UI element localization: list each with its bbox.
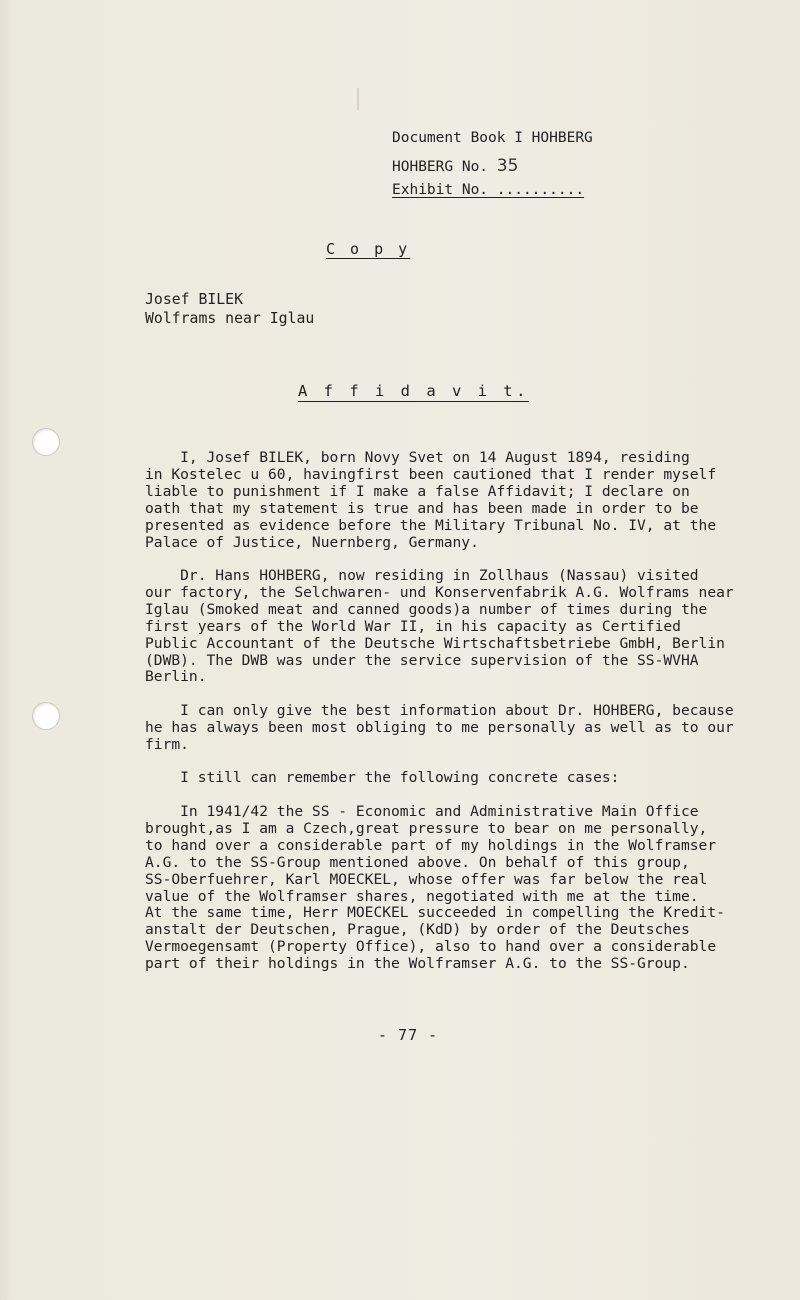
paragraph-concrete-cases: I still can remember the following concrete cases:: [145, 769, 620, 786]
punch-hole-top: [32, 428, 60, 456]
hohberg-number-line: [392, 156, 518, 177]
paragraph-best-information: I can only give the best information about Dr. HOHBERG, because he has always been most obliging to me personally as well as to our firm.: [145, 702, 734, 753]
exhibit-number-line: Exhibit No. ..........: [392, 182, 585, 198]
punch-hole-bottom: [32, 702, 60, 730]
hohberg-number-handwritten: 35: [496, 156, 519, 176]
document-book-line: Document Book I HOHBERG: [392, 130, 593, 146]
copy-label: C o p y: [326, 240, 411, 258]
page-number: - 77 -: [378, 1026, 439, 1044]
paper-mark: [357, 88, 359, 110]
affidavit-title: A f f i d a v i t.: [298, 382, 529, 400]
paragraph-ss-pressure: In 1941/42 the SS - Economic and Administrative Main Office brought,as I am a Czech,great pressure to bear on me personally, to hand over a considerable part of my holdings in the Wolframser A.G. to the SS-Group mentioned above. On behalf of this group, SS-Oberfuehrer, Karl MOECKEL, whose offer was far below the real value of the Wolframser shares, negotiated with me at the time. At the same time, Herr MOECKEL succeeded in compelling the Kredit- anstalt der Deutschen, Prague, (KdD) by order of the Deutsches Vermoegensamt (Property Office), also to hand over a considerable part of their holdings in the Wolframser A.G. to the SS-Group.: [145, 803, 725, 973]
paragraph-hohberg-visits: Dr. Hans HOHBERG, now residing in Zollhaus (Nassau) visited our factory, the Selchwaren- und Konservenfabrik A.G. Wolframs near Iglau (Smoked meat and canned goods)a number of times during the first years of the World War II, in his capacity as Certified Public Accountant of the Deutsche Wirtschaftsbetriebe GmbH, Berlin (DWB). The DWB was under the service supervision of the SS-WVHA Berlin.: [145, 567, 734, 686]
addressee-place: Wolframs near Iglau: [145, 310, 315, 327]
hohberg-number-prefix: HOHBERG No.: [392, 159, 497, 175]
addressee-block: [145, 290, 314, 328]
paragraph-oath: I, Josef BILEK, born Novy Svet on 14 August 1894, residing in Kostelec u 60, havingfirst been cautioned that I render myself liable to punishment if I make a false Affidavit; I declare on oath that my statement is true and has been made in order to be presented as evidence before the Military Tribunal No. IV, at the Palace of Justice, Nuernberg, Germany.: [145, 449, 717, 551]
addressee-name: Josef BILEK: [145, 291, 243, 308]
